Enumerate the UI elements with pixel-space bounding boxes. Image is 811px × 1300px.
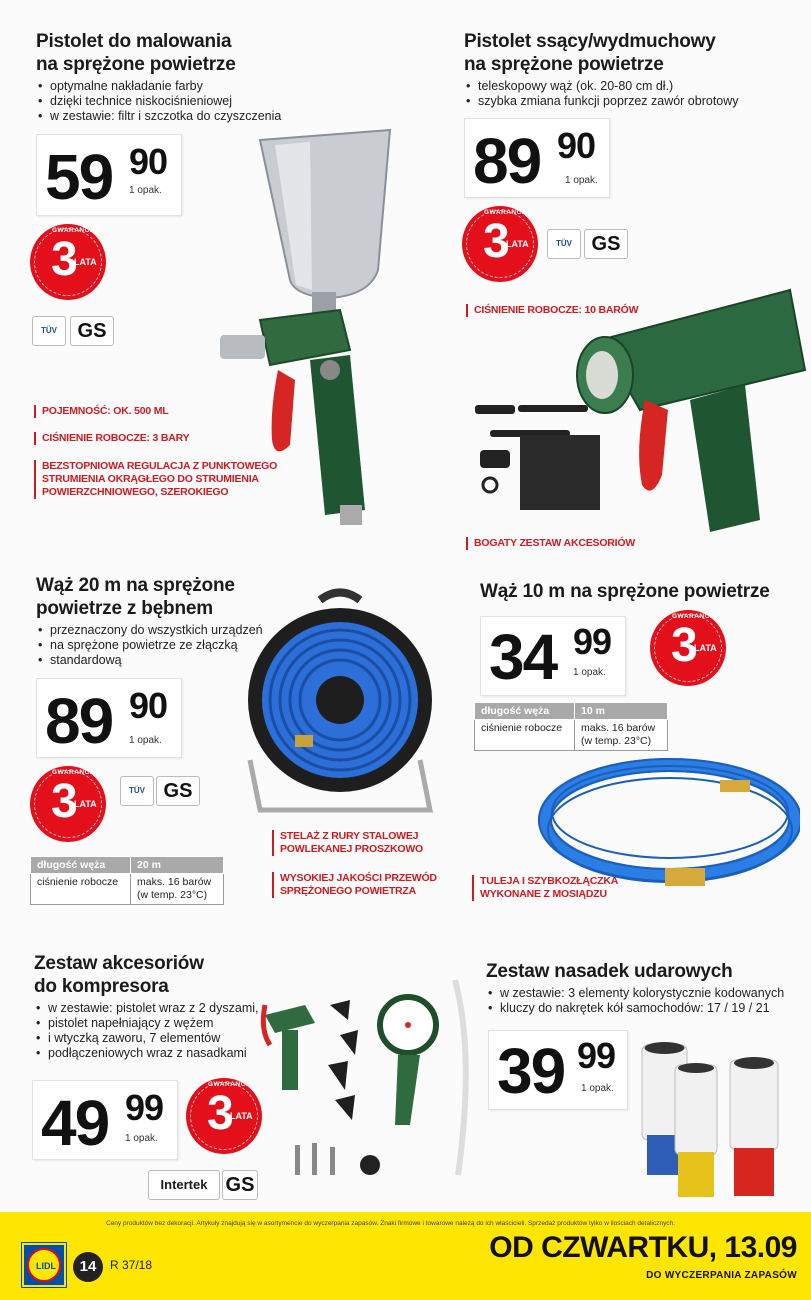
bullet-item-continued: • i wtyczką zaworu, 7 elementów [34, 1031, 294, 1046]
gs-cert-icon: GS [584, 229, 628, 259]
title-line: Pistolet ssący/wydmuchowy [464, 31, 716, 52]
price-tag [464, 118, 610, 198]
price-main: 49 [41, 1087, 109, 1159]
guarantee-word: GWARANCJA [52, 227, 100, 234]
price-main: 59 [45, 141, 113, 213]
feature-label: POJEMNOŚĆ: OK. 500 ML [34, 405, 169, 418]
feature-label: CIŚNIENIE ROBOCZE: 3 BARY [34, 432, 189, 445]
price-unit: 1 opak. [565, 175, 598, 186]
bullet-list [36, 79, 336, 124]
bullet-item-continued: • podłączeniowych wraz z nasadkami [34, 1046, 294, 1061]
product-title [36, 30, 336, 76]
bullet-item: • w zestawie: pistolet wraz z 2 dyszami, [34, 1001, 294, 1016]
spray-gun-illustration [200, 120, 400, 530]
feature-label: BOGATY ZESTAW AKCESORIÓW [466, 537, 635, 550]
bullet-list [34, 1001, 294, 1061]
title-line: Wąż 20 m na sprężone [36, 575, 235, 596]
title-line: do kompresora [34, 976, 169, 997]
guarantee-word: GWARANCJA [52, 769, 100, 776]
product-title [34, 952, 294, 998]
spec-header: długość węża [31, 857, 131, 874]
bullet-item: • szybka zmiana funkcji poprzez zawór obrotowy [464, 94, 794, 109]
guarantee-unit: LATA [506, 239, 529, 249]
spec-header: 20 m [131, 857, 224, 874]
price-cents: 99 [573, 621, 612, 662]
guarantee-years: 3 [51, 233, 78, 286]
compressor-kit-illustration [260, 975, 475, 1200]
price-main: 34 [489, 621, 557, 693]
price-main: 89 [473, 125, 541, 197]
bullet-item-continued: • na sprężone powietrze ze złączką [36, 638, 276, 653]
price-unit: 1 opak. [129, 185, 162, 196]
product-spray-gun [36, 30, 336, 124]
price-tag [36, 678, 182, 758]
gs-cert-icon: GS [156, 776, 200, 806]
spec-header: 10 m [575, 703, 668, 720]
title-line: na sprężone powietrze [36, 54, 236, 75]
intertek-cert-icon: Intertek [148, 1170, 220, 1200]
footer-note: Ceny produktów bez dekoracji. Artykuły znajdują się w asortymencie do wyczerpania zapasów. Znaki firmowe i towarowe należą do ich właścicieli. Sprzedaż produktów tylko w ilościach detalicznych. [106, 1220, 676, 1227]
guarantee-badge [30, 766, 106, 842]
guarantee-unit: LATA [74, 257, 97, 267]
spec-cell: maks. 16 barów (w temp. 23°C) [575, 720, 668, 751]
price-tag [32, 1080, 178, 1160]
tuv-cert-icon: TÜV [120, 776, 154, 806]
product-blow-gun [464, 30, 794, 109]
title-line: na sprężone powietrze [464, 54, 664, 75]
guarantee-word: GWARANCJA [484, 209, 532, 216]
title-line: powietrze z bębnem [36, 598, 213, 619]
bullet-item: • optymalne nakładanie farby [36, 79, 336, 94]
guarantee-years: 3 [671, 619, 698, 672]
guarantee-unit: LATA [74, 799, 97, 809]
bullet-item: • w zestawie: 3 elementy kolorystycznie kodowanych [486, 986, 796, 1001]
spec-cell: ciśnienie robocze [31, 874, 131, 905]
bullet-list [486, 986, 796, 1016]
blow-gun-illustration [470, 270, 810, 540]
product-hose-10m [480, 580, 800, 603]
price-tag [36, 134, 182, 216]
title-line: Zestaw akcesoriów [34, 953, 204, 974]
gs-cert-icon: GS [70, 316, 114, 346]
bullet-item-continued: • standardową [36, 653, 276, 668]
page-number: 14 [73, 1252, 103, 1282]
bullet-item-continued: • dzięki technice niskociśnieniowej [36, 94, 336, 109]
bullet-item: • teleskopowy wąż (ok. 20-80 cm dł.) [464, 79, 794, 94]
price-cents: 90 [557, 125, 596, 166]
product-compressor-kit [34, 952, 294, 1061]
product-title [464, 30, 794, 76]
price-unit: 1 opak. [573, 667, 606, 678]
title-line: Zestaw nasadek udarowych [486, 961, 733, 982]
price-main: 89 [45, 685, 113, 757]
bullet-item: • przeznaczony do wszystkich urządzeń [36, 623, 276, 638]
guarantee-badge [30, 224, 106, 300]
price-cents: 99 [125, 1087, 164, 1128]
bullet-item-continued: • kluczy do nakrętek kół samochodów: 17 / 19 / 21 [486, 1001, 796, 1016]
guarantee-word: GWARANCJA [208, 1081, 256, 1088]
hose-reel-illustration [240, 580, 445, 820]
price-main: 39 [497, 1035, 565, 1107]
tuv-cert-icon: TÜV [32, 316, 66, 346]
guarantee-unit: LATA [230, 1111, 253, 1121]
feature-label: TULEJA I SZYBKOZŁĄCZKA WYKONANE Z MOSIĄDZU [472, 875, 618, 901]
guarantee-years: 3 [207, 1087, 234, 1140]
tuv-cert-icon: TÜV [547, 229, 581, 259]
week-code: R 37/18 [110, 1258, 153, 1272]
bullet-item-continued: • pistolet napełniający z wężem [34, 1016, 294, 1031]
guarantee-years: 3 [483, 215, 510, 268]
guarantee-unit: LATA [694, 643, 717, 653]
price-unit: 1 opak. [129, 735, 162, 746]
product-socket-set [486, 960, 796, 1016]
title-line: Wąż 10 m na sprężone powietrze [480, 581, 770, 602]
feature-label: BEZSTOPNIOWA REGULACJA Z PUNKTOWEGO STRUMIENIA OKRĄGŁEGO DO STRUMIENIA POWIERZCHNIOWEGO, SZEROKIEGO [34, 460, 277, 499]
price-cents: 90 [129, 685, 168, 726]
price-tag [480, 616, 626, 696]
feature-label: WYSOKIEJ JAKOŚCI PRZEWÓD SPRĘŻONEGO POWIETRZA [272, 872, 437, 898]
lidl-logo: LIDL [22, 1243, 66, 1287]
spec-cell: maks. 16 barów (w temp. 23°C) [131, 874, 224, 905]
spec-cell: ciśnienie robocze [475, 720, 575, 751]
bullet-item: • w zestawie: filtr i szczotka do czyszczenia [36, 109, 336, 124]
guarantee-badge [650, 610, 726, 686]
guarantee-word: GWARANCJA [672, 613, 720, 620]
feature-label: STELAŻ Z RURY STALOWEJ POWLEKANEJ PROSZKOWO [272, 830, 423, 856]
price-tag [488, 1030, 628, 1110]
price-cents: 90 [129, 141, 168, 182]
guarantee-years: 3 [51, 775, 78, 828]
price-unit: 1 opak. [125, 1133, 158, 1144]
coiled-hose-illustration [530, 740, 800, 920]
feature-label: CIŚNIENIE ROBOCZE: 10 BARÓW [466, 304, 638, 317]
price-unit: 1 opak. [581, 1083, 614, 1094]
product-title [480, 580, 800, 603]
spec-header: długość węża [475, 703, 575, 720]
offer-date-note: DO WYCZERPANIA ZAPASÓW [646, 1270, 797, 1281]
bullet-list [464, 79, 794, 109]
guarantee-badge [186, 1078, 262, 1154]
title-line: Pistolet do malowania [36, 31, 232, 52]
gs-cert-icon: GS [222, 1170, 258, 1200]
price-cents: 99 [577, 1035, 616, 1076]
impact-sockets-illustration [630, 1040, 810, 1205]
product-title [486, 960, 796, 983]
spec-table [30, 856, 224, 905]
offer-date: OD CZWARTKU, 13.09 [489, 1231, 797, 1264]
